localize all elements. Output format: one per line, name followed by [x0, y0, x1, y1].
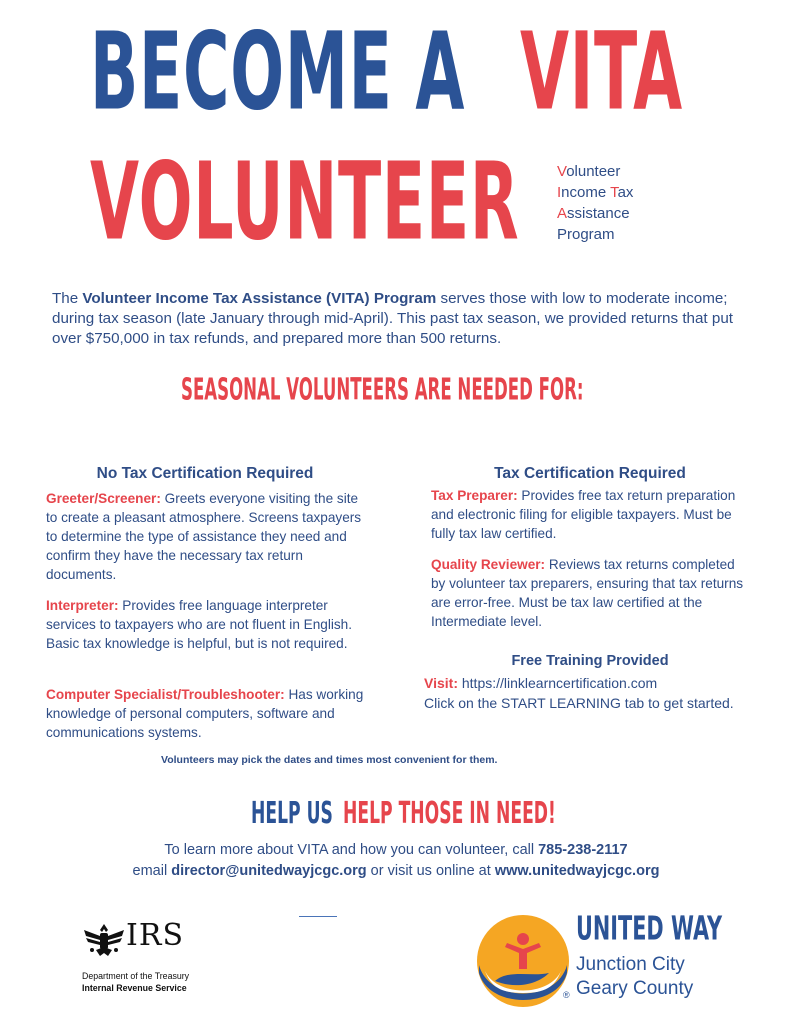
training-url[interactable]: https://linklearncertification.com [457, 675, 658, 691]
acronym-line-volunteer: Volunteer [557, 163, 621, 180]
headline-volunteer-text: VOLUNTEER [90, 138, 520, 264]
irs-dept: Department of the Treasury [82, 971, 190, 981]
vita-acronym [557, 161, 633, 245]
free-training-heading: Free Training Provided [511, 653, 669, 669]
help-those-heading: HELP THOSE IN NEED! [343, 797, 556, 832]
united-way-geary-county: Geary County [576, 978, 694, 999]
email-link[interactable]: director@unitedwayjcgc.org [171, 863, 367, 879]
left-column-heading: No Tax Certification Required [96, 465, 314, 482]
contact-line-2: email director@unitedwayjcgc.org or visit us online at www.unitedwayjcgc.org [132, 863, 660, 879]
irs-wordmark: IRS [126, 918, 184, 953]
website-link[interactable]: www.unitedwayjcgc.org [494, 863, 660, 879]
headline-vita-text: VITA [520, 8, 683, 134]
united-way-logo [472, 908, 772, 1013]
volunteer-note: Volunteers may pick the dates and times most convenient for them. [161, 754, 498, 766]
irs-logo [82, 918, 222, 998]
right-column-heading: Tax Certification Required [494, 465, 686, 482]
training-visit: Visit: https://linklearncertification.com Click on the START LEARNING tab to get started. [424, 675, 734, 711]
acronym-line-income-tax: Income Tax [557, 184, 634, 201]
headline-become-a-text: BECOME A [90, 8, 466, 134]
headline-become-a [90, 8, 466, 134]
headline-vita [520, 8, 683, 134]
contact-line-1: To learn more about VITA and how you can volunteer, call 785-238-2117 [164, 842, 628, 858]
role-interpreter: Interpreter: Provides free language interpreter services to taxpayers who are not fluent in English. Basic tax knowledge is helpful, but is not required. [46, 598, 353, 651]
seasonal-heading: SEASONAL VOLUNTEERS ARE NEEDED FOR: [181, 372, 584, 407]
headline-volunteer [90, 138, 520, 264]
irs-service: Internal Revenue Service [82, 983, 187, 993]
program-name: Volunteer Income Tax Assistance (VITA) Program [82, 290, 437, 307]
role-tax-preparer: Tax Preparer: Provides free tax return preparation and electronic filing for eligible taxpayers. Must be fully tax law certified. [431, 488, 736, 541]
irs-eagle-icon [82, 920, 126, 960]
united-way-emblem-icon [475, 913, 571, 1009]
role-greeter-screener: Greeter/Screener: Greets everyone visiting the site to create a pleasant atmosphere. Screens taxpayers to determine the type of assistance they need and confirm they have the necessary tax return documents. [46, 491, 362, 582]
united-way-name: UNITED WAY [576, 910, 723, 949]
role-quality-reviewer: Quality Reviewer: Reviews tax returns completed by volunteer tax preparers, ensuring that tax returns are error-free. Must be tax law certified at the Intermediate level. [431, 557, 744, 629]
contact-block [40, 840, 752, 882]
acronym-line-assistance: Assistance [557, 205, 630, 222]
intro-paragraph: The Volunteer Income Tax Assistance (VITA) Program serves those with low to moderate income; during tax season (late January through mid-April). This past tax season, we provided returns that put over $750,000 in tax refunds, and prepared more than 500 returns. [52, 290, 733, 347]
divider [299, 916, 337, 917]
role-computer-specialist: Computer Specialist/Troubleshooter: Has working knowledge of personal computers, software and communications systems. [46, 687, 364, 740]
help-us-heading: HELP US [251, 797, 333, 832]
phone-number[interactable]: 785-238-2117 [538, 842, 628, 858]
acronym-line-program: Program [557, 226, 615, 243]
united-way-junction-city: Junction City [576, 954, 685, 975]
registered-mark: ® [563, 990, 570, 1000]
